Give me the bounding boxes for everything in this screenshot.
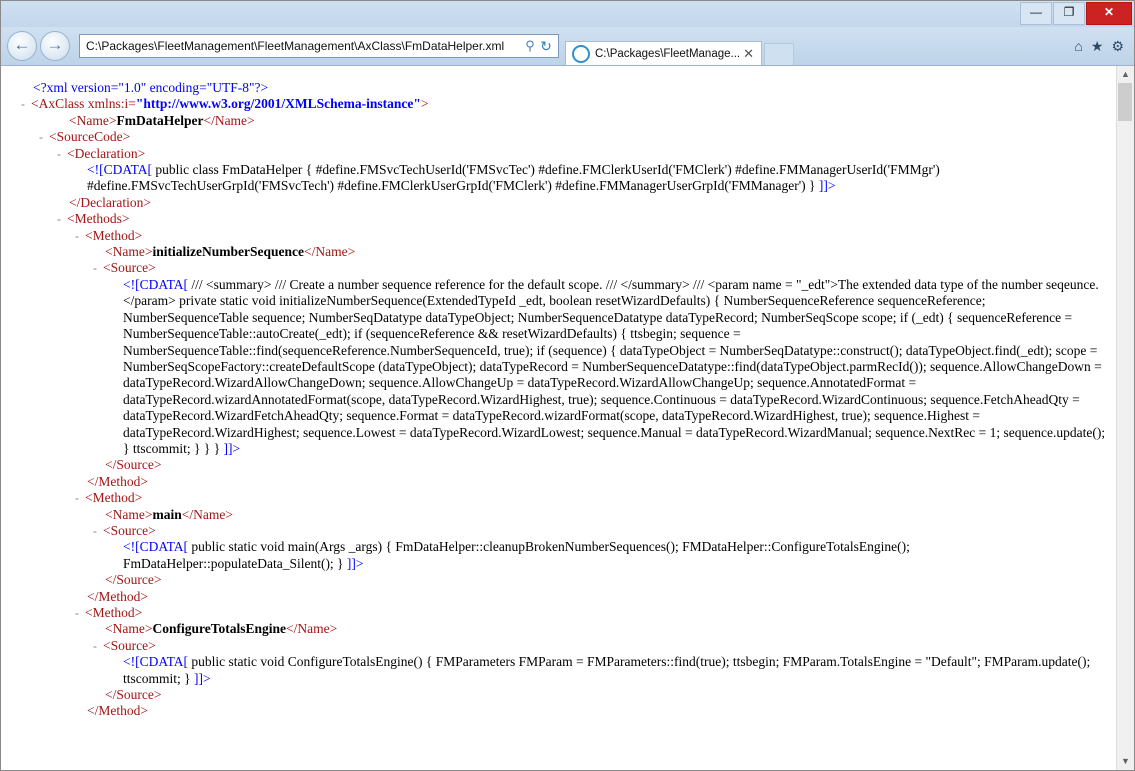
source-close-line [15,457,1106,473]
source-close-line [15,572,1106,588]
scroll-down-arrow[interactable]: ▼ [1117,753,1134,770]
favorites-icon[interactable]: ★ [1090,37,1104,54]
method-name-value: ConfigureTotalsEngine [152,621,286,637]
cdata-close-marker: ]]> [223,440,241,456]
close-button[interactable]: ✕ [1086,2,1132,25]
address-input[interactable]: C:\Packages\FleetManagement\FleetManagement\AxClass\FmDataHelper.xml [86,39,505,53]
collapse-toggle-source-1[interactable]: - [93,523,97,538]
forward-button[interactable]: → [40,31,70,61]
collapse-toggle-method-2[interactable]: - [75,606,79,620]
source-open-line [15,638,1106,654]
minimize-button[interactable]: — [1020,2,1052,25]
cdata-open-marker: <![CDATA[ [123,654,189,670]
method-open-tag: <Method> [85,490,143,506]
refresh-icon[interactable]: ↻ [540,37,552,54]
page-content [1,65,1134,770]
declaration-close-tag: </Declaration> [69,194,151,210]
method-name-close-tag: </Name> [286,621,338,637]
method-close-line [15,703,1106,719]
scroll-track[interactable] [1117,83,1134,753]
nav-icon-group [1074,38,1128,55]
browser-tab[interactable] [565,41,762,66]
method-name-line [15,244,1106,260]
cdata-open-marker: <![CDATA[ [123,539,189,555]
methods-open-line [15,211,1106,227]
new-tab-button[interactable] [764,43,794,66]
cdata-close-marker: ]]> [346,555,364,571]
name-open-tag: <Name> [69,112,117,128]
method-name-value: initializeNumberSequence [152,244,304,260]
class-name-line [15,113,1106,129]
scroll-thumb[interactable] [1118,83,1132,121]
method-close-line [15,474,1106,490]
source-close-tag: </Source> [105,457,162,473]
cdata-close-marker: ]]> [193,670,211,686]
method-name-open-tag: <Name> [105,506,153,522]
back-button[interactable]: ← [7,31,37,61]
xml-root-open [15,96,1106,112]
collapse-toggle-source-0[interactable]: - [93,261,97,276]
collapse-toggle-declaration[interactable]: - [57,146,61,161]
declaration-cdata-line [15,162,1106,195]
method-name-line [15,507,1106,523]
name-close-tag: </Name> [203,112,255,128]
xml-prolog-text: <?xml version="1.0" encoding="UTF-8"?> [33,80,269,95]
collapse-toggle-method-0[interactable]: - [75,228,79,243]
page-icon [572,45,590,63]
method-name-close-tag: </Name> [303,244,356,260]
sourcecode-open-line [15,129,1106,145]
source-close-line [15,687,1106,703]
collapse-toggle-sourcecode[interactable]: - [39,130,43,145]
method-open-tag: <Method> [85,605,143,620]
method-source-text: public static void ConfigureTotalsEngine() { FMParameters FMParam = FMParameters::find(true); ttsbegin; FMParam.TotalsEngine = "Default"; FMParam.update(); ttscommit; } [123,654,1094,686]
tab-close-icon[interactable]: ✕ [743,46,755,61]
class-name-value: FmDataHelper [116,112,204,128]
source-open-line [15,260,1106,276]
xml-prolog [15,80,1106,96]
method-open-line [15,490,1106,506]
method-source-text: public static void main(Args _args) { FmDataHelper::cleanupBrokenNumberSequences(); FMDataHelper::ConfigureTotalsEngine(); FmDataHelper::populateData_Silent(); } [123,539,914,571]
root-tag-close-bracket: > [420,96,429,112]
root-ns-value: "http://www.w3.org/2001/XMLSchema-instance" [135,96,421,112]
source-open-tag: <Source> [103,522,156,538]
source-close-tag: </Source> [105,572,162,588]
method-name-value: main [152,506,182,522]
method-name-close-tag: </Name> [181,506,233,522]
source-open-tag: <Source> [103,637,156,653]
source-close-tag: </Source> [105,687,162,703]
cdata-open-marker: <![CDATA[ [123,276,189,292]
method-close-tag: </Method> [87,473,148,489]
method-close-tag: </Method> [87,588,148,604]
method-open-line [15,228,1106,244]
home-icon[interactable]: ⌂ [1074,38,1083,54]
source-cdata-line [15,654,1106,687]
gear-icon[interactable]: ⚙ [1111,37,1124,54]
method-source-text: /// <summary> /// Create a number sequence reference for the default scope. /// </summary> /// <param name = "_edt">The extended data type of the number seqeunce.</param> private static void initializeNumberSequence(ExtendedTypeId _edt, boolean resetWizardDefaults) { NumberSequenceReference sequenceReference; NumberSequenceTable sequence; NumberSeqDatatype dataTypeObject; NumberSequenceDatatype dataTypeRecord; NumberSeqScope scope; if (_edt) { sequenceReference = NumberSequenceTable::autoCreate(_edt); if (sequenceReference && resetWizardDefaults) { ttsbegin; sequence = NumberSequenceTable::find(sequenceReference.NumberSequenceId, true); if (sequence) { dataTypeObject = NumberSeqDatatype::construct(); dataTypeObject.find(_edt); scope = NumberSeqScopeFactory::createDefaultScope (dataTypeObject); dataTypeRecord = NumberSequenceDatatype::find(dataTypeObject.parmRecId()); sequence.AllowChangeDown = dataTypeRecord.WizardAllowChangeDown; sequence.AllowChangeUp = dataTypeRecord.WizardAllowChangeUp; sequence.AnnotatedFormat = dataTypeRecord.wizardAnnotatedFormat(scope, dataTypeRecord.WizardHighest, true); sequence.Continuous = dataTypeRecord.WizardContinuous; sequence.FetchAheadQty = dataTypeRecord.WizardFetchAheadQty; sequence.Format = dataTypeRecord.wizardFormat(scope, dataTypeRecord.WizardHighest, true); sequence.Highest = dataTypeRecord.WizardHighest; sequence.Lowest = dataTypeRecord.WizardLowest; sequence.Manual = dataTypeRecord.WizardManual; sequence.NextRec = 1; sequence.update(); } ttscommit; } } } [123,276,1109,456]
method-name-open-tag: <Name> [105,244,153,260]
scroll-up-arrow[interactable]: ▲ [1117,66,1134,83]
collapse-toggle-root[interactable]: - [21,97,25,112]
collapse-toggle-methods[interactable]: - [57,212,61,227]
maximize-button[interactable]: ❐ [1053,2,1085,25]
title-bar [1,1,1134,27]
collapse-toggle-source-2[interactable]: - [93,638,97,653]
declaration-close-line [15,195,1106,211]
cdata-close-marker: ]]> [818,178,836,194]
source-open-tag: <Source> [103,260,156,276]
methods-open-tag: <Methods> [67,211,130,227]
navigation-bar [1,27,1134,65]
window-controls [1019,2,1132,24]
vertical-scrollbar[interactable] [1116,66,1134,770]
source-open-line [15,523,1106,539]
declaration-open-line [15,146,1106,162]
method-open-line [15,605,1106,621]
sourcecode-open-tag: <SourceCode> [49,129,131,145]
cdata-open-marker: <![CDATA[ [87,162,153,178]
tab-title: C:\Packages\FleetManage... [595,48,741,60]
search-icon[interactable]: ⚲ [525,38,535,53]
method-open-tag: <Method> [85,227,143,243]
method-close-tag: </Method> [87,703,148,719]
method-close-line [15,589,1106,605]
method-name-line [15,621,1106,637]
declaration-cdata-text: public class FmDataHelper { #define.FMSvcTechUserId('FMSvcTec') #define.FMClerkUserId('FMClerk') #define.FMManagerUserId('FMMgr') #define.FMSvcTechUserGrpId('FMSvcTech') #define.FMClerkUserGrpId('FMClerk') #define.FMManagerUserGrpId('FMManager') } [87,162,944,194]
declaration-open-tag: <Declaration> [67,145,146,161]
address-bar[interactable] [79,34,559,58]
collapse-toggle-method-1[interactable]: - [75,491,79,506]
source-cdata-line [15,276,1109,457]
source-cdata-line [15,539,1106,572]
xml-document [1,66,1116,770]
method-name-open-tag: <Name> [105,621,153,637]
root-tag-open: <AxClass xmlns:i= [31,96,136,112]
